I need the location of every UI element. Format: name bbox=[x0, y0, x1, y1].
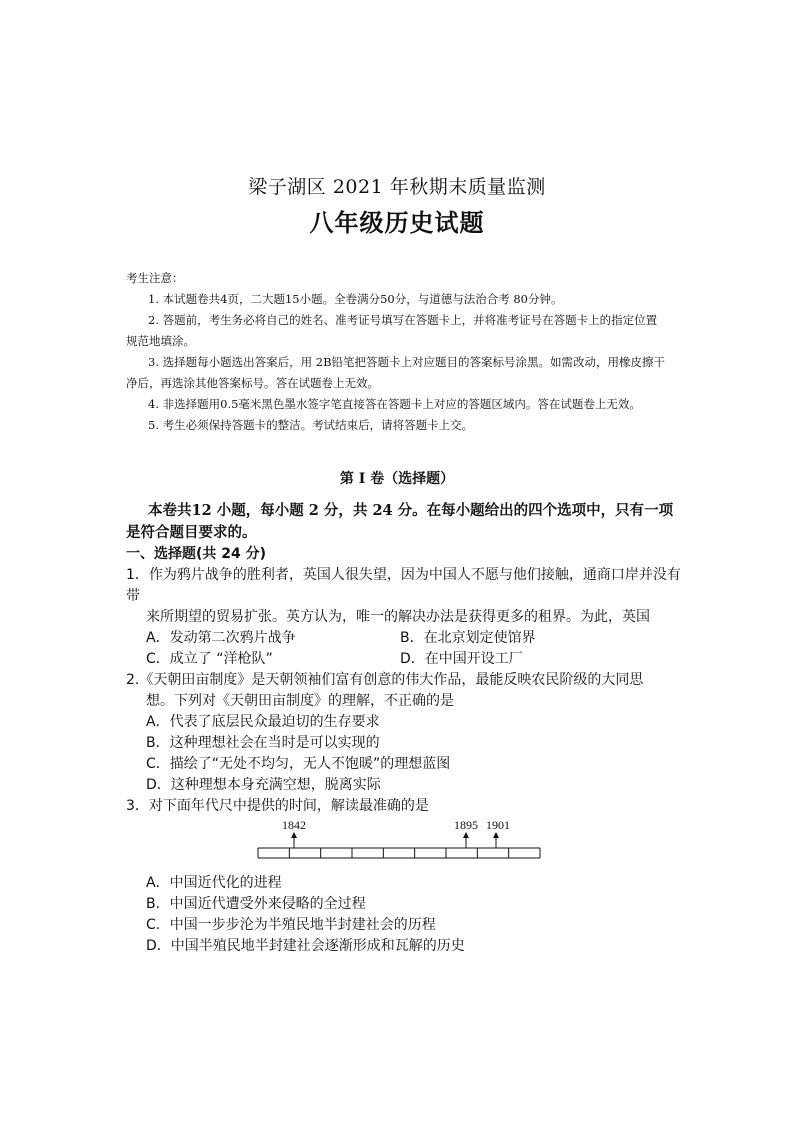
q2-option-a: A．代表了底层民众最迫切的生存要求 bbox=[146, 714, 380, 730]
label-1895: 1895 bbox=[454, 818, 478, 832]
note-item-4: 4. 非选择题用0.5毫米黑色墨水签字笔直接答在答题卡上对应的答题区域内。答在试题卷上无效。 bbox=[148, 397, 641, 411]
q3-option-b: B．中国近代遭受外来侵略的全过程 bbox=[146, 896, 366, 912]
arrow-1895 bbox=[463, 832, 469, 848]
questions-body bbox=[126, 544, 686, 957]
q1-options-row2 bbox=[126, 649, 686, 670]
q2-option-b: B．这种理想社会在当时是可以实现的 bbox=[146, 735, 380, 751]
arrow-1842 bbox=[291, 832, 297, 848]
part1-title: 第 I 卷（选择题） bbox=[339, 471, 455, 487]
notes-heading: 考生注意： bbox=[126, 271, 184, 285]
q1-option-c: C．成立了 “洋枪队” bbox=[146, 651, 273, 667]
label-1901: 1901 bbox=[486, 818, 510, 832]
exam-title-line1: 梁子湖区 2021 年秋期末质量监测 bbox=[248, 176, 546, 198]
note-item-2: 2. 答题前，考生务必将自己的姓名、准考证号填写在答题卡上，并将准考证号在答题卡上的指定位置规范地填涂。 bbox=[126, 313, 658, 348]
q1-option-d: D．在中国开设工厂 bbox=[400, 651, 523, 667]
q2-stem-line2: 想。下列对《天朝田亩制度》的理解，不正确的是 bbox=[146, 693, 454, 709]
q2-option-d: D．这种理想本身充满空想，脱离实际 bbox=[146, 777, 381, 793]
note-item-1: 1. 本试题卷共4页，二大题15小题。全卷满分50分，与道德与法治合考 80分钟。 bbox=[148, 292, 563, 306]
q2-stem-line1: 2.《天朝田亩制度》是天朝领袖们富有创意的伟大作品，最能反映农民阶级的大同思 bbox=[126, 672, 644, 688]
exam-title-line2: 八年级历史试题 bbox=[309, 208, 485, 237]
q1-option-a: A．发动第二次鸦片战争 bbox=[146, 630, 296, 646]
label-1842: 1842 bbox=[282, 818, 306, 832]
note-item-5: 5. 考生必须保持答题卡的整洁。考试结束后，请将答题卡上交。 bbox=[148, 418, 474, 432]
arrow-1901 bbox=[493, 832, 499, 848]
q3-option-d: D．中国半殖民地半封建社会逐渐形成和瓦解的历史 bbox=[146, 938, 465, 954]
note-item-3: 3. 选择题每小题选出答案后，用 2B铅笔把答题卡上对应题目的答案标号涂黑。如需改动，用橡皮擦干净后，再选涂其他答案标号。答在试题卷上无效。 bbox=[126, 355, 666, 390]
q1-option-b: B．在北京划定使馆界 bbox=[400, 630, 536, 646]
year-ruler-graphic bbox=[126, 817, 686, 867]
q2-option-c: C．描绘了“无处不均匀，无人不饱暖”的理想蓝图 bbox=[146, 756, 451, 772]
q3-options bbox=[126, 873, 686, 957]
part1-intro: 本卷共12 小题，每小题 2 分，共 24 分。在每小题给出的四个选项中，只有一项是符合题目要求的。 bbox=[126, 502, 674, 541]
q1-stem-line1: 1．作为鸦片战争的胜利者，英国人很失望，因为中国人不愿与他们接触，通商口岸并没有带 bbox=[126, 567, 681, 604]
ruler-ticks bbox=[258, 848, 540, 858]
candidate-notes bbox=[126, 268, 666, 436]
q3-stem: 3．对下面年代尺中提供的时间，解读最准确的是 bbox=[126, 798, 429, 814]
q3-option-c: C．中国一步步沦为半殖民地半封建社会的历程 bbox=[146, 917, 436, 933]
section-title: 一、选择题(共 24 分) bbox=[126, 546, 267, 562]
q3-option-a: A．中国近代化的进程 bbox=[146, 875, 282, 891]
q1-options-row1 bbox=[126, 628, 686, 649]
q1-stem-line2: 来所期望的贸易扩张。英方认为，唯一的解决办法是获得更多的租界。为此，英国 bbox=[146, 609, 650, 625]
year-ruler bbox=[126, 817, 686, 867]
